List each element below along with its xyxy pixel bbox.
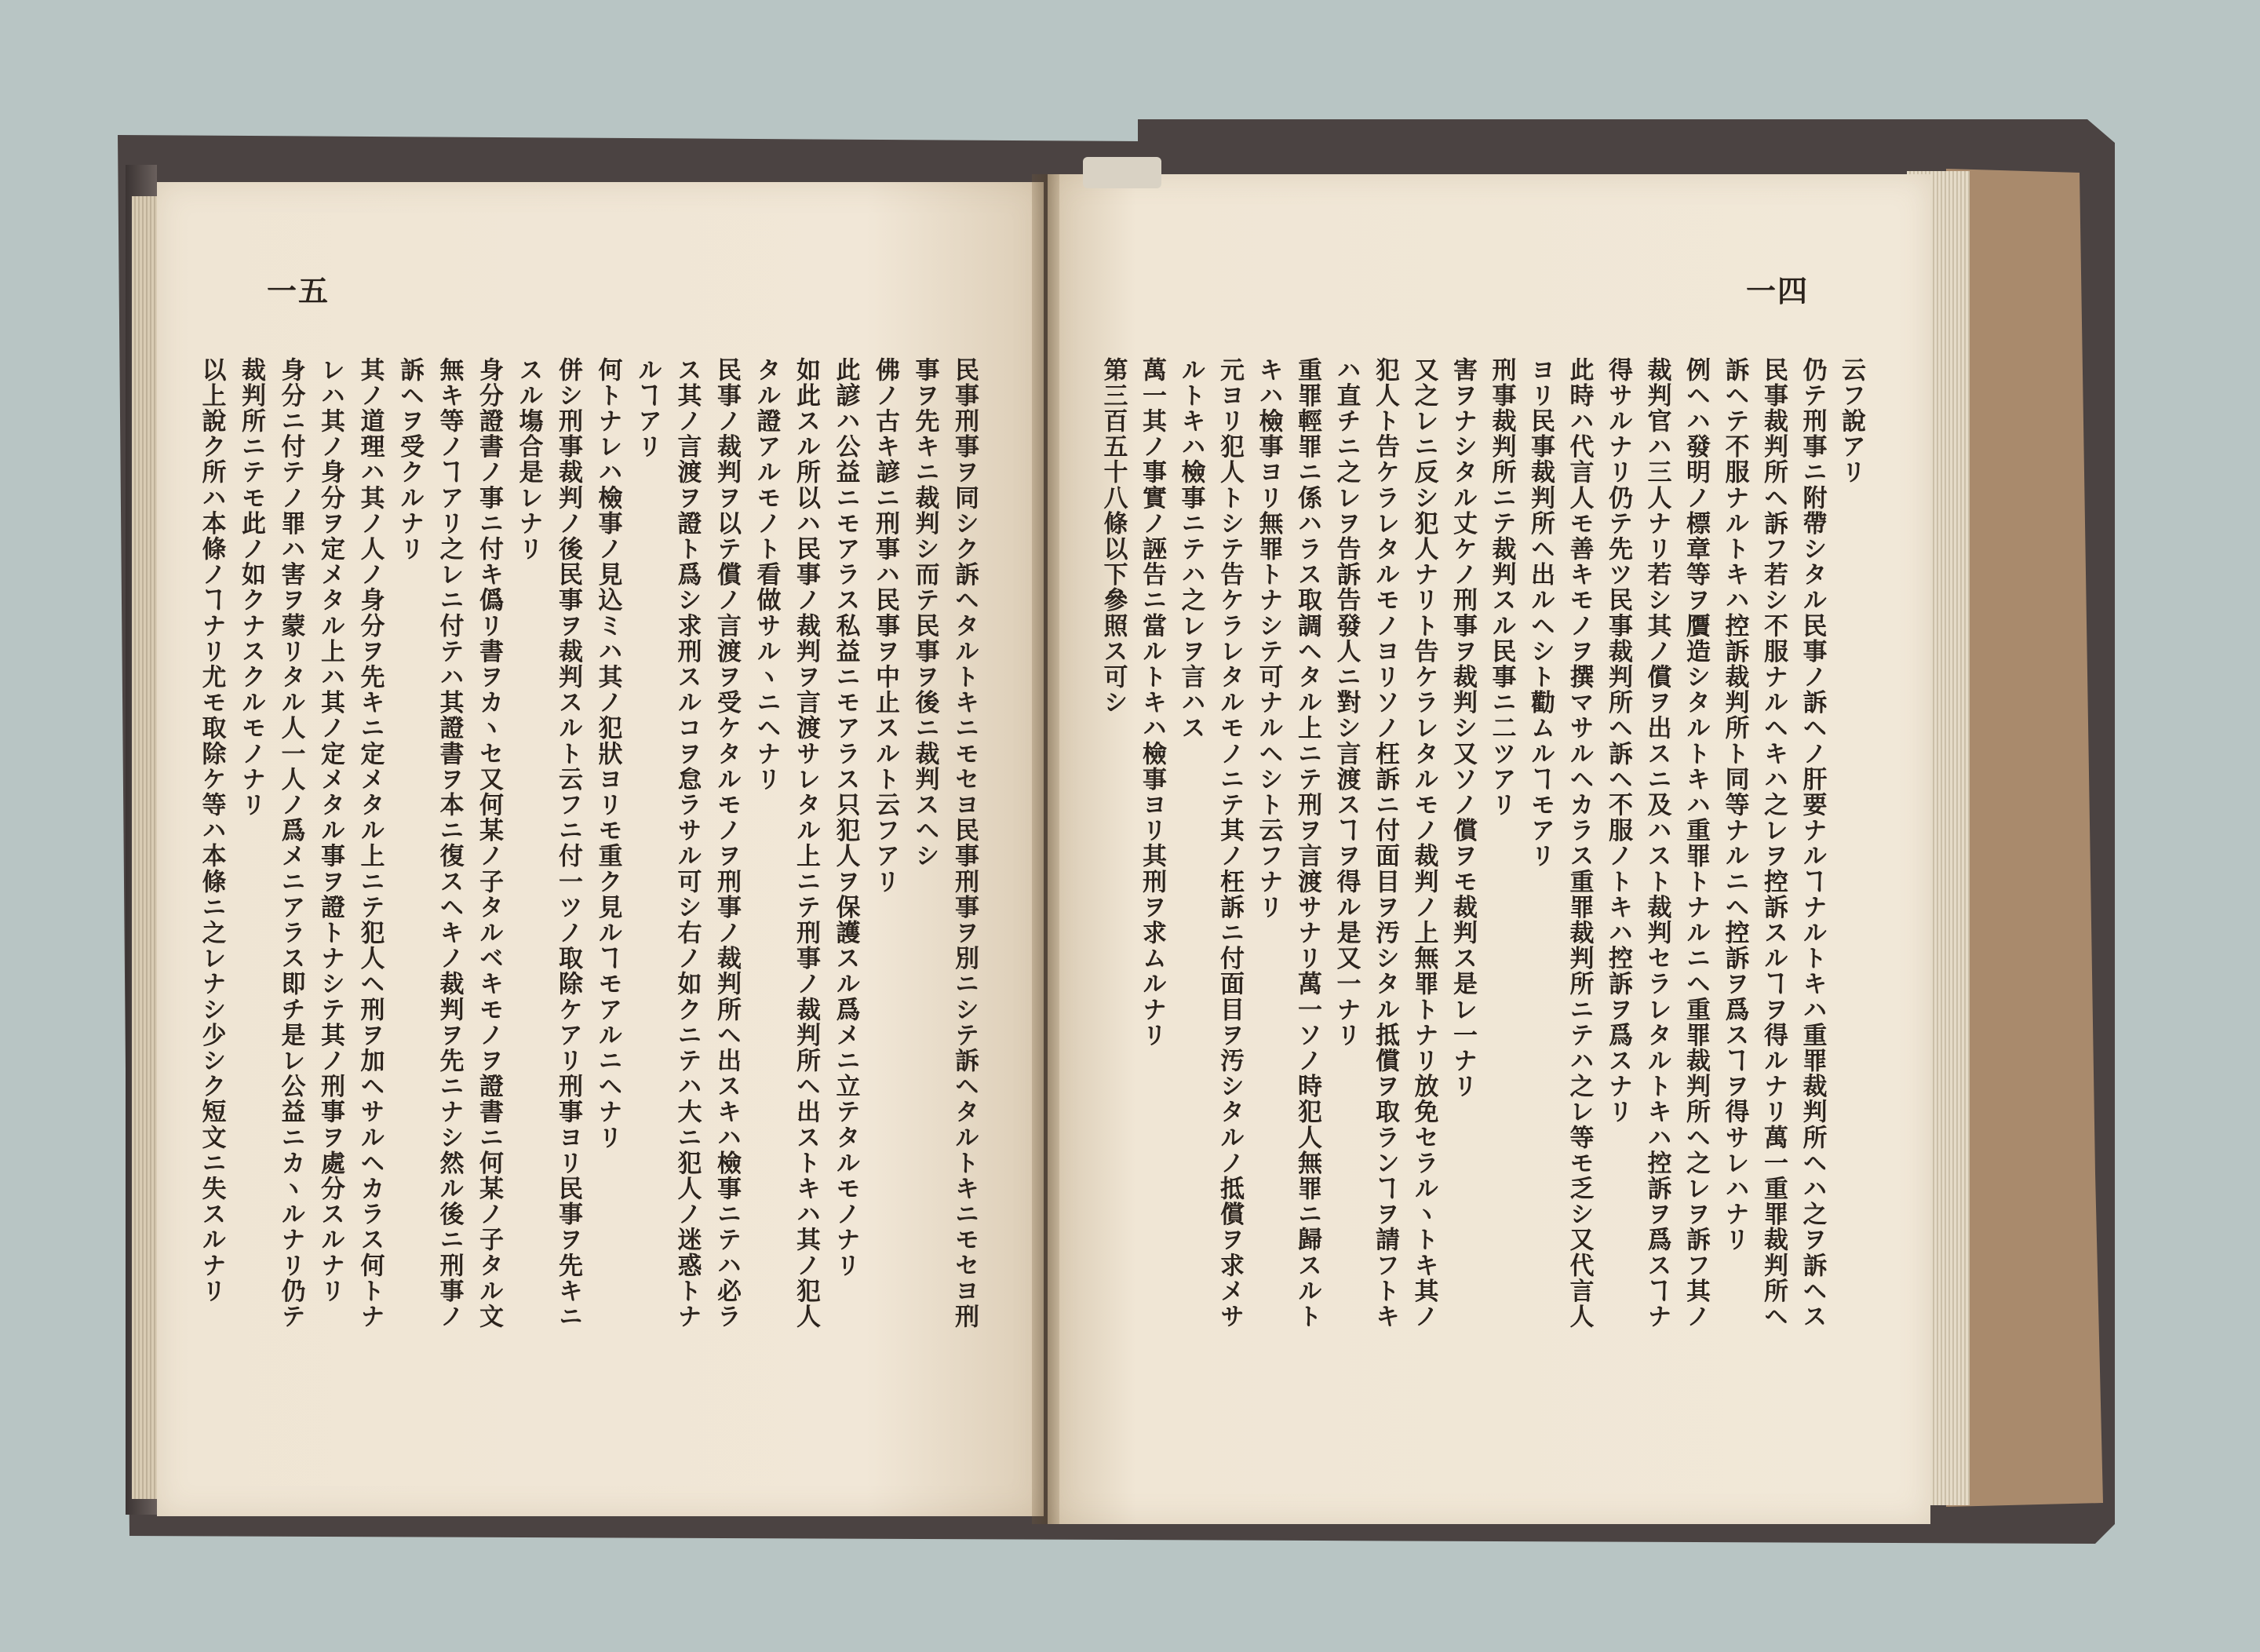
left-text-line: 何トナレハ檢事ノ見込ミハ其ノ犯狀ヨリモ重ク見ルヿモアルニヘナリ (593, 357, 622, 1151)
left-text-line: 身分ニ付テノ罪ハ害ヲ蒙リタル人一人ノ爲メニアラス即チ是レ公益ニカヽルナリ仍テ (276, 357, 305, 1329)
left-text-line: 身分證書ノ事ニ付キ僞リ書ヲカヽセ又何某ノ子タルベキモノヲ證書ニ何某ノ子タル文 (475, 357, 503, 1329)
left-text-line: 併シ刑事裁判ノ後民事ヲ裁判スルト云フニ付一ツノ取除ケアリ刑事ヨリ民事ヲ先キニ (554, 357, 582, 1329)
right-text-line: 云フ說アリ (1837, 357, 1865, 485)
spine-headband (1083, 157, 1161, 188)
left-text-line: 此諺ハ公益ニモアラス私益ニモアラス只犯人ヲ保護スル爲メニ立テタルモノナリ (831, 357, 860, 1278)
right-text-line: 萬一其ノ事實ノ誣告ニ當ルトキハ檢事ヨリ其刑ヲ求ムルナリ (1138, 357, 1166, 1048)
right-text-line: 得サルナリ仍テ先ツ民事裁判所ヘ訴ヘ不服ノトキハ控訴ヲ爲スナリ (1604, 357, 1632, 1125)
left-text-line: 佛ノ古キ諺ニ刑事ハ民事ヲ中止スルト云フアリ (871, 357, 899, 895)
book-gutter (1032, 174, 1059, 1524)
right-text-line: 又之レニ反シ犯人ナリト告ケラレタルモノ裁判ノ上無罪トナリ放免セラルヽトキ其ノ (1409, 357, 1438, 1329)
left-text-line: 其ノ道理ハ其ノ人ノ身分ヲ先キニ定メタル上ニテ犯人ヘ刑ヲ加ヘサルヘカラス何トナ (355, 357, 385, 1329)
right-text-line: 裁判官ハ三人ナリ若シ其ノ償ヲ出スニ及ハスト裁判セラレタルトキハ控訴ヲ爲スヿナ (1642, 357, 1671, 1329)
left-text-line: 裁判所ニテモ此ノ如クナスクルモノナリ (237, 357, 265, 818)
right-text-line: 民事裁判所ヘ訴フ若シ不服ナルヘキハ之レヲ控訴スルヿヲ得ルナリ萬一重罪裁判所ヘ (1759, 357, 1788, 1329)
right-text-line: 訴ヘテ不服ナルトキハ控訴裁判所ト同等ナルニヘ控訴ヲ爲スヿヲ得サレハナリ (1720, 357, 1749, 1253)
right-text-line: ヨリ民事裁判所ヘ出ルヘシト勸ムルヿモアリ (1526, 357, 1555, 869)
left-text-line: ス其ノ言渡ヲ證ト爲シ求刑スルコヲ怠ラサル可シ右ノ如クニテハ大ニ犯人ノ迷惑トナ (673, 357, 702, 1329)
right-text-line: ハ直チニ之レヲ告訴告發人ニ對シ言渡スヿヲ得ル是又一ナリ (1332, 357, 1361, 1048)
left-text-line: 事ヲ先キニ裁判シ而テ民事ヲ後ニ裁判スヘシ (910, 357, 939, 869)
left-page-number: 一五 (267, 273, 330, 308)
right-text-line: 害ヲナシタル丈ケノ刑事ヲ裁判シ又ソノ償ヲモ裁判ス是レ一ナリ (1449, 357, 1477, 1100)
right-text-line: 第三百五十八條以下參照ス可シ (1099, 357, 1128, 716)
right-text-line: 例ヘハ發明ノ標章等ヲ贋造シタルトキハ重罪トナルニヘ重罪裁判所ヘ之レヲ訴フ其ノ (1682, 357, 1710, 1329)
left-text-line: タル證アルモノト看做サルヽニヘナリ (752, 357, 781, 793)
right-text-line: 重罪輕罪ニ係ハラス取調ヘタル上ニテ刑ヲ言渡サナリ萬一ソノ時犯人無罪ニ歸スルト (1293, 357, 1321, 1329)
right-page-number: 一四 (1746, 273, 1810, 308)
left-text-line: スル塲合是レナリ (514, 357, 543, 562)
left-text-line: ルヿアリ (633, 357, 662, 460)
right-text-line: 元ヨリ犯人トシテ告ケラレタルモノニテ其ノ枉訴ニ付面目ヲ汚シタルノ抵償ヲ求メサ (1216, 357, 1244, 1329)
left-text-line: 民事刑事ヲ同シク訴ヘタルトキニモセヨ民事刑事ヲ別ニシテ訴ヘタルトキニモセヨ刑 (950, 357, 979, 1329)
right-text-line: キハ檢事ヨリ無罪トナシテ可ナルヘシト云フナリ (1254, 357, 1283, 921)
right-text-line: 犯人ト告ケラレタルモノヨリソノ枉訴ニ付面目ヲ汚シタル抵償ヲ取ランヿヲ請フトキ (1371, 357, 1399, 1329)
right-text-line: ルトキハ檢事ニテハ之レヲ言ハス (1176, 357, 1205, 741)
right-text-line: 仍テ刑事ニ附帶シタル民事ノ訴ヘノ肝要ナルヿナルトキハ重罪裁判所ヘハ之ヲ訴ヘス (1798, 357, 1827, 1329)
right-text-line: 刑事裁判所ニテ裁判スル民事ニ二ツアリ (1487, 357, 1516, 818)
left-text-line: 以上說ク所ハ本條ノヿナリ尤モ取除ケ等ハ本條ニ之レナシ少シク短文ニ失スルナリ (197, 357, 226, 1304)
left-text-line: 民事ノ裁判ヲ以テ償ノ言渡ヲ受ケタルモノヲ刑事ノ裁判所ヘ出スキハ檢事ニテハ必ラ (713, 357, 741, 1329)
left-text-line: 如此スル所以ハ民事ノ裁判ヲ言渡サレタル上ニテ刑事ノ裁判所ヘ出ストキハ其ノ犯人 (792, 357, 820, 1329)
left-text-line: レハ其ノ身分ヲ定メタル上ハ其ノ定メタル事ヲ證トナシテ其ノ刑事ヲ處分スルナリ (316, 357, 344, 1304)
right-text-line: 此時ハ代言人モ善キモノヲ撰マサルヘカラス重罪裁判所ニテハ之レ等モ乏シ又代言人 (1565, 357, 1594, 1329)
left-text-line: 無キ等ノヿアリ之レニ付テハ其證書ヲ本ニ復スヘキノ裁判ヲ先ニナシ然ル後ニ刑事ノ (435, 357, 464, 1329)
left-text-line: 訴ヘヲ受クルナリ (396, 357, 424, 562)
